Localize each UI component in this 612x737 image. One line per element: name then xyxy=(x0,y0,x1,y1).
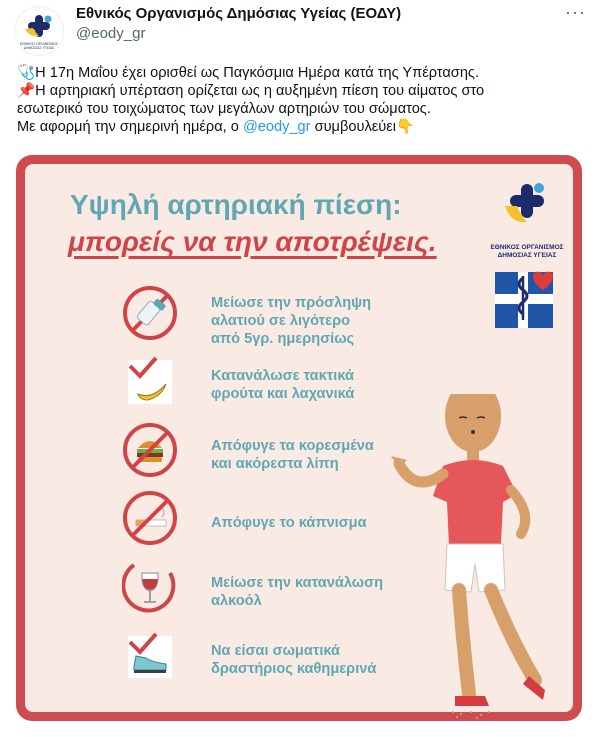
infographic-image[interactable] xyxy=(16,155,582,721)
tip-5-line-2: αλκοόλ xyxy=(211,593,262,609)
infographic-title: Υψηλή αρτηριακή πίεση: xyxy=(70,189,402,220)
sneaker-icon xyxy=(122,628,178,684)
tip-1-text xyxy=(211,294,371,348)
tip-2-line-1: Κατανάλωσε τακτικά xyxy=(211,368,354,384)
burger-icon xyxy=(122,422,178,478)
wine-glass-icon xyxy=(122,559,178,615)
tip-4-line-1: Απόφυγε το κάπνισμα xyxy=(211,515,367,531)
svg-text:ΕΘΝΙΚΟΣ ΟΡΓΑΝΙΣΜΟΣ: ΕΘΝΙΚΟΣ ΟΡΓΑΝΙΣΜΟΣ xyxy=(20,42,58,46)
cigarette-icon xyxy=(122,490,178,546)
avatar[interactable] xyxy=(14,6,64,56)
tip-2-text xyxy=(211,367,354,403)
logo-caption: ΕΘΝΙΚΟΣ ΟΡΓΑΝΙΣΜΟΣ ΔΗΜΟΣΙΑΣ ΥΓΕΙΑΣ xyxy=(490,244,564,259)
mention-link[interactable]: @eody_gr xyxy=(242,119,311,135)
tip-3-line-1: Απόφυγε τα κορεσμένα xyxy=(211,438,374,454)
tweet-line-3: εσωτερικό του τοιχώματος των μεγάλων αρτηριών του σώματος. xyxy=(17,101,431,117)
tip-6-text xyxy=(211,642,376,678)
tip-5-text xyxy=(211,574,383,610)
tip-6-line-1: Να είσαι σωματικά xyxy=(211,643,341,659)
tip-1-line-1: Μείωσε την πρόσληψη xyxy=(211,295,372,311)
tip-5-line-1: Μείωσε την κατανάλωση xyxy=(211,575,383,591)
banana-icon xyxy=(122,354,178,410)
eody-logo-icon xyxy=(487,182,567,242)
infographic-panel xyxy=(25,164,573,712)
ministry-of-health-logo-icon xyxy=(493,268,555,330)
tip-1-line-2: αλατιού σε λιγότερο xyxy=(211,313,351,329)
tweet-text xyxy=(17,64,602,136)
tweet-line-4-post: συμβουλεύει👇 xyxy=(310,119,415,135)
tip-1-line-3: από 5γρ. ημερησίως xyxy=(211,331,355,347)
tip-6-line-2: δραστήριος καθημερινά xyxy=(211,661,377,677)
tweet-line-4 xyxy=(17,118,602,136)
tweet-line-2: 📌Η αρτηριακή υπέρταση ορίζεται ως η αυξημένη πίεση του αίματος στο xyxy=(17,83,485,99)
tip-3-text xyxy=(211,437,374,473)
tweet-line-4-pre: Με αφορμή την σημερινή ημέρα, ο xyxy=(17,119,243,135)
person-illustration xyxy=(385,394,582,721)
more-options-icon[interactable]: ··· xyxy=(565,2,586,22)
account-name[interactable]: Εθνικός Οργανισμός Δημόσιας Υγείας (ΕΟΔΥ) xyxy=(76,5,402,22)
salt-shaker-icon xyxy=(122,285,178,341)
infographic-subtitle: μπορείς να την αποτρέψεις. xyxy=(68,226,437,257)
tip-2-line-2: φρούτα και λαχανικά xyxy=(211,386,355,402)
tip-3-line-2: και ακόρεστα λίπη xyxy=(211,456,339,472)
tweet-line-1: 🩺Η 17η Μαΐου έχει ορισθεί ως Παγκόσμια Ημέρα κατά της Υπέρτασης. xyxy=(17,65,480,81)
account-handle[interactable]: @eody_gr xyxy=(76,25,146,42)
eody-logo-icon xyxy=(15,7,63,55)
svg-text:ΔΗΜΟΣΙΑΣ ΥΓΕΙΑΣ: ΔΗΜΟΣΙΑΣ ΥΓΕΙΑΣ xyxy=(23,46,55,50)
tip-4-text xyxy=(211,514,367,532)
